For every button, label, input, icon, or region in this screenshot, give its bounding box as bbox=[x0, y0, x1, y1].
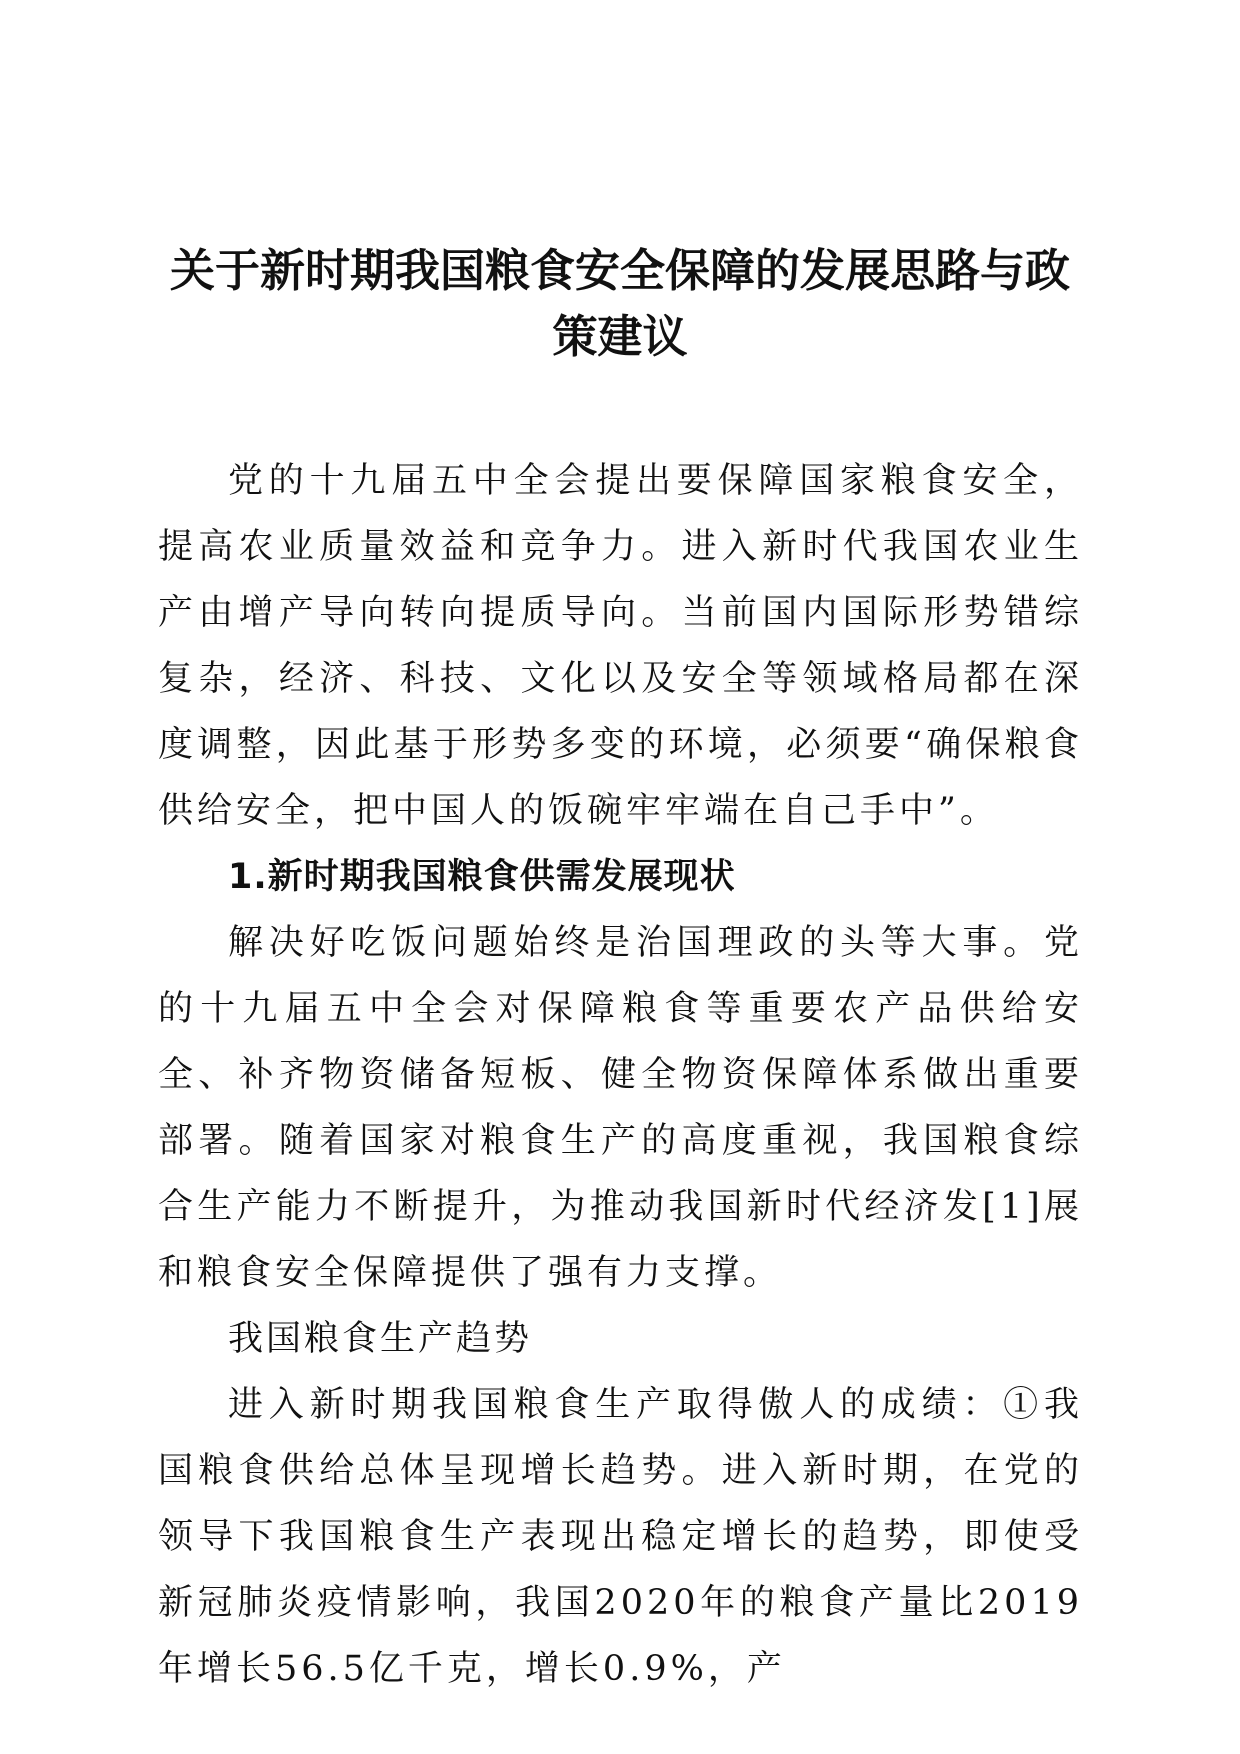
document-body bbox=[158, 448, 1083, 1702]
grain-production-trend-heading: 我国粮食生产趋势 bbox=[228, 1319, 533, 1359]
section-1-paragraph: 解决好吃饭问题始终是治国理政的头等大事。党的十九届五中全会对保障粮食等重要农产品供给安全、补齐物资储备短板、健全物资保障体系做出重要部署。随着国家对粮食生产的高度重视，我国粮食综合生产能力不断提升，为推动我国新时代经济发[1]展和粮食安全保障提供了强有力支撑。 bbox=[158, 923, 1083, 1293]
grain-production-trend-paragraph: 进入新时期我国粮食生产取得傲人的成绩：①我国粮食供给总体呈现增长趋势。进入新时期，在党的领导下我国粮食生产表现出稳定增长的趋势，即使受新冠肺炎疫情影响，我国2020年的粮食产量比2019年增长56.5亿千克，增长0.9%，产 bbox=[158, 1385, 1083, 1689]
document-title: 关于新时期我国粮食安全保障的发展思路与政策建议 bbox=[169, 244, 1070, 363]
section-1-heading: 1.新时期我国粮食供需发展现状 bbox=[228, 857, 736, 897]
intro-paragraph: 党的十九届五中全会提出要保障国家粮食安全，提高农业质量效益和竞争力。进入新时代我国农业生产由增产导向转向提质导向。当前国内国际形势错综复杂，经济、科技、文化以及安全等领域格局都在深度调整，因此基于形势多变的环境，必须要“确保粮食供给安全，把中国人的饭碗牢牢端在自己手中”。 bbox=[158, 461, 1083, 831]
